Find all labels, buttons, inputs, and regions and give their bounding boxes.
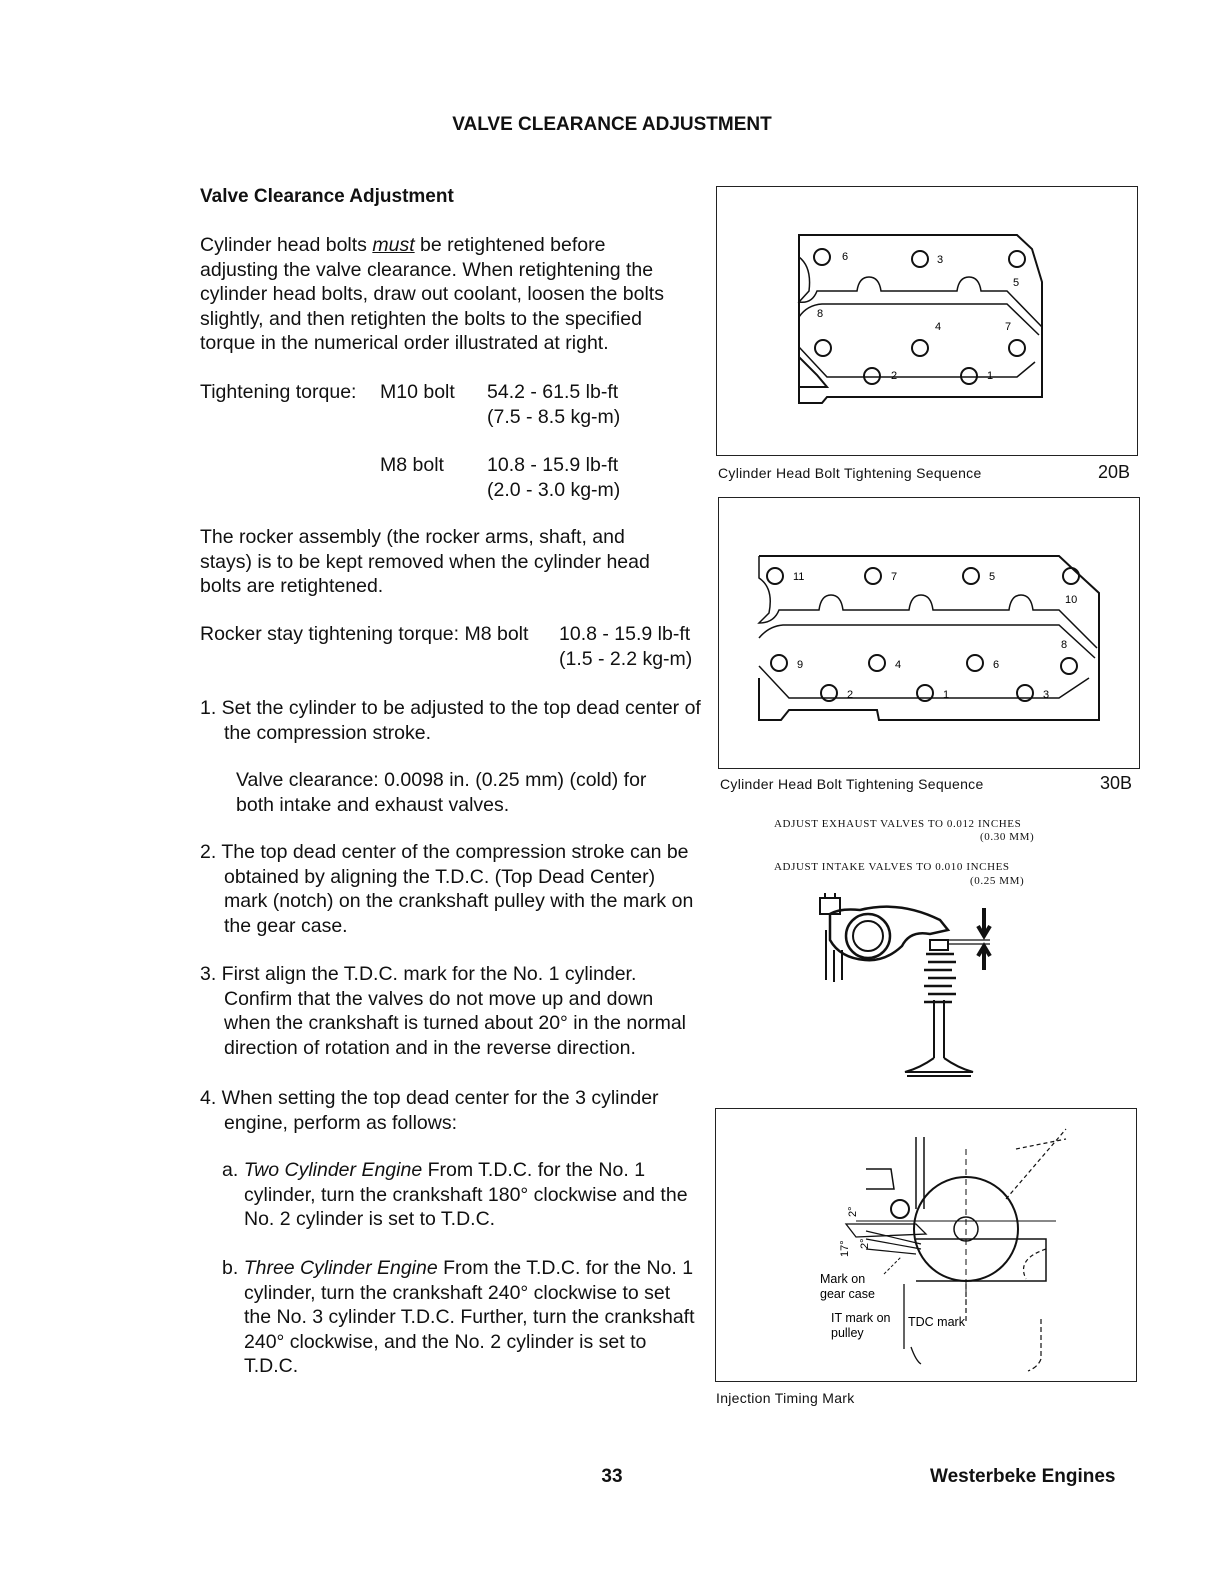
- page-number: 33: [601, 1466, 623, 1487]
- m8-torque-kgm: (2.0 - 3.0 kg-m): [487, 478, 621, 501]
- intro-text-1: Cylinder head bolts: [200, 234, 373, 256]
- m8-torque-values: [487, 453, 620, 502]
- rocker-stay-values: [559, 622, 692, 671]
- step-4b-prefix: b.: [222, 1257, 244, 1279]
- m10-torque-lbft: 54.2 - 61.5 lb-ft: [487, 381, 619, 403]
- bolt-9: [771, 655, 787, 671]
- figure-2cyl-caption: Cylinder Head Bolt Tightening Sequence: [718, 465, 982, 481]
- timing-mark-drawing: [716, 1109, 1136, 1381]
- bolt-7: [1009, 340, 1025, 356]
- bolt-label-1b: 1: [943, 689, 950, 701]
- figure-2cyl-code: 20B: [1098, 462, 1131, 482]
- step-4b-title: Three Cylinder Engine: [243, 1257, 438, 1279]
- torque-label: Tightening torque:: [200, 381, 357, 403]
- label-mark-on: Mark on: [820, 1272, 866, 1286]
- bolt-label-6: 6: [842, 251, 849, 263]
- bolt-2: [864, 368, 880, 384]
- rocker-stay-lbft: 10.8 - 15.9 lb-ft: [559, 623, 691, 645]
- m10-torque-kgm: (7.5 - 8.5 kg-m): [487, 405, 621, 428]
- bolt-5: [963, 568, 979, 584]
- step-3: 3. First align the T.D.C. mark for the No. 1 cylinder. Confirm that the valves do not move up and down when the crankshaft is turned about 20° in the normal direction of rotation and in the reverse direction.: [200, 963, 686, 1059]
- m10-bolt-label: M10 bolt: [380, 381, 455, 403]
- brand-name: Westerbeke Engines: [930, 1466, 1116, 1487]
- intro-text-2: be retightened before adjusting the valve clearance. When retightening the cylinder head bolts, draw out coolant, loosen the bolts slightly, and then retighten the bolts to the specified torque in the numerical order illustrated at right.: [200, 234, 664, 354]
- angle-2deg-b: 2°: [859, 1238, 871, 1249]
- step-4a: [222, 1158, 700, 1232]
- figure-injection-timing: [715, 1108, 1137, 1382]
- bolt-label-1: 1: [987, 370, 994, 382]
- bolt-label-8: 8: [817, 308, 824, 320]
- rocker-valve-drawing: [810, 890, 1010, 1085]
- figure-injection-caption: Injection Timing Mark: [716, 1390, 855, 1406]
- step-4b-text: From the T.D.C. for the No. 1 cylinder, turn the crankshaft 240° clockwise to set the No. 3 cylinder T.D.C. Further, turn the crankshaft 240° clockwise, and the No. 2 cylinder is set to T.D.C.: [244, 1257, 695, 1377]
- bolt-11: [767, 568, 783, 584]
- bolt-label-6b: 6: [993, 659, 1000, 671]
- bolt-label-10: 10: [1065, 594, 1078, 606]
- step-4b: [222, 1256, 700, 1379]
- angle-17deg: 17°: [839, 1240, 851, 1257]
- bolt-label-3b: 3: [1043, 689, 1050, 701]
- label-gear-case: gear case: [820, 1287, 875, 1301]
- angle-2deg-a: 2°: [847, 1206, 859, 1217]
- bolt-3: [912, 251, 928, 267]
- figure-2cyl-head: [716, 186, 1138, 456]
- exhaust-adjust-mm: (0.30 MM): [980, 831, 1035, 843]
- intro-paragraph: [200, 233, 678, 356]
- step-4a-prefix: a.: [222, 1159, 244, 1181]
- bolt-4: [912, 340, 928, 356]
- bolt-8: [815, 340, 831, 356]
- bolt-label-4: 4: [935, 321, 942, 333]
- m8-torque-lbft: 10.8 - 15.9 lb-ft: [487, 454, 619, 476]
- step-1: 1. Set the cylinder to be adjusted to the top dead center of the compression stroke.: [200, 697, 701, 744]
- bolt-label-2b: 2: [847, 689, 854, 701]
- bolt-1: [961, 368, 977, 384]
- bolt-10: [1063, 568, 1079, 584]
- bolt-label-3: 3: [937, 254, 944, 266]
- step-4a-text: From T.D.C. for the No. 1 cylinder, turn the crankshaft 180° clockwise and the No. 2 cylinder is set to T.D.C.: [244, 1159, 688, 1230]
- bolt-8: [1061, 658, 1077, 674]
- valve-clearance-spec: Valve clearance: 0.0098 in. (0.25 mm) (cold) for both intake and exhaust valves.: [236, 769, 647, 816]
- intro-emphasis: must: [372, 234, 415, 256]
- bolt-4: [869, 655, 885, 671]
- exhaust-adjust-note: ADJUST EXHAUST VALVES TO 0.012 INCHES: [774, 818, 1022, 830]
- bolt-7: [865, 568, 881, 584]
- rocker-note: The rocker assembly (the rocker arms, shaft, and stays) is to be kept removed when the cylinder head bolts are retightened.: [200, 526, 650, 597]
- rocker-stay-label: Rocker stay tightening torque: M8 bolt: [200, 623, 529, 645]
- intake-adjust-mm: (0.25 MM): [970, 875, 1025, 887]
- intake-adjust-note: ADJUST INTAKE VALVES TO 0.010 INCHES: [774, 861, 1010, 873]
- head-2cyl-drawing: [717, 187, 1137, 455]
- bolt-label-11: 11: [793, 571, 805, 583]
- figure-3cyl-code: 30B: [1100, 773, 1133, 793]
- m10-torque-values: [487, 380, 620, 429]
- step-2: 2. The top dead center of the compression stroke can be obtained by aligning the T.D.C. (Top Dead Center) mark (notch) on the crankshaft pulley with the mark on the gear case.: [200, 841, 694, 937]
- bolt-label-9: 9: [797, 659, 804, 671]
- step-4: 4. When setting the top dead center for the 3 cylinder engine, perform as follows:: [200, 1087, 659, 1134]
- label-tdc-mark: TDC mark: [908, 1315, 965, 1329]
- bolt-6: [967, 655, 983, 671]
- label-it-mark: IT mark on: [831, 1311, 891, 1325]
- figure-3cyl-head: [718, 497, 1140, 769]
- rocker-stay-kgm: (1.5 - 2.2 kg-m): [559, 647, 693, 670]
- bolt-label-2: 2: [891, 370, 898, 382]
- bolt-5: [1009, 251, 1025, 267]
- bolt-label-7: 7: [1005, 321, 1012, 333]
- m8-bolt-label: M8 bolt: [380, 454, 444, 476]
- bolt-label-5b: 5: [989, 571, 996, 583]
- page-title: VALVE CLEARANCE ADJUSTMENT: [452, 114, 772, 135]
- bolt-label-4b: 4: [895, 659, 902, 671]
- label-pulley: pulley: [831, 1326, 864, 1340]
- figure-3cyl-caption: Cylinder Head Bolt Tightening Sequence: [720, 776, 984, 792]
- step-4a-title: Two Cylinder Engine: [243, 1159, 423, 1181]
- bolt-label-8b: 8: [1061, 639, 1068, 651]
- bolt-label-7b: 7: [891, 571, 898, 583]
- head-3cyl-drawing: [719, 498, 1139, 768]
- bolt-label-5: 5: [1013, 277, 1020, 289]
- bolt-6: [814, 249, 830, 265]
- section-subtitle: Valve Clearance Adjustment: [200, 186, 454, 207]
